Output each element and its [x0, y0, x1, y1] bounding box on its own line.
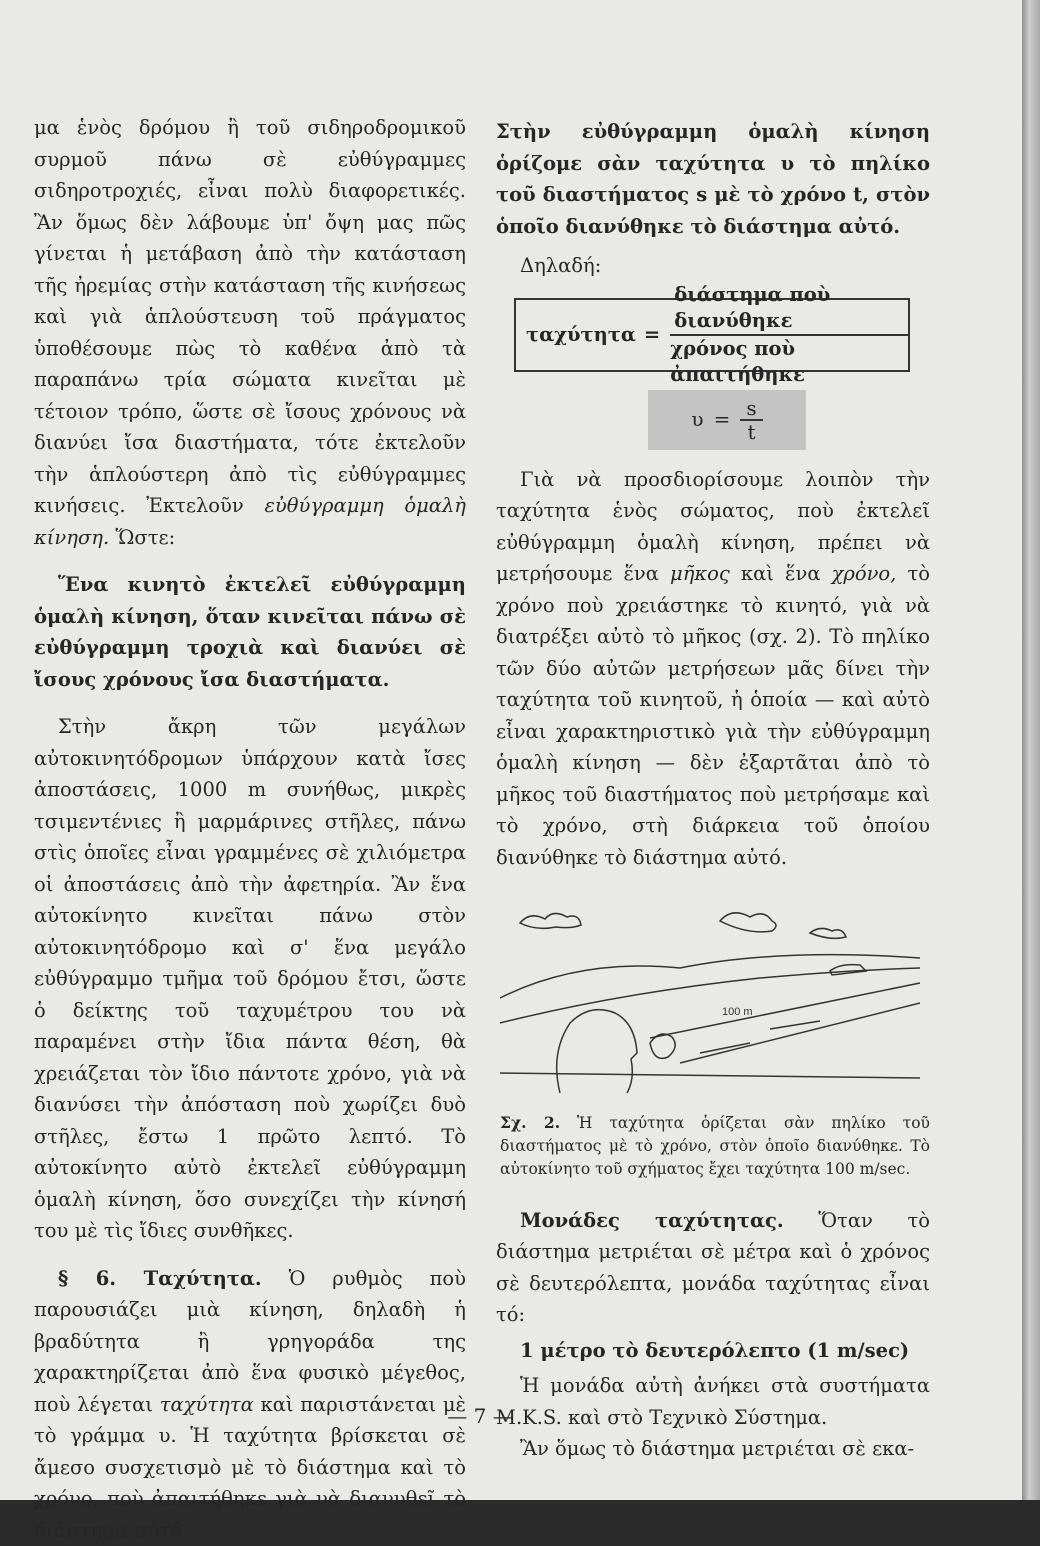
- page-edge-shadow: [1022, 0, 1040, 1500]
- definition-block: Ἕνα κινητὸ ἐκτελεῖ εὐθύγραμμη ὁμαλὴ κίνηση, ὅταν κινεῖται πάνω σὲ εὐθύγραμμη τροχιὰ καὶ διανύει σὲ ἴσους χρόνους ἴσα διαστήματα.: [34, 569, 466, 695]
- units-heading: Μονάδες ταχύτητας.: [520, 1209, 784, 1232]
- paragraph: Γιὰ νὰ προσδιορίσουμε λοιπὸν τὴν ταχύτητα ἑνὸς σώματος, ποὺ ἐκτελεῖ εὐθύγραμμη ὁμαλὴ κίνηση, πρέπει νὰ μετρήσουμε ἕνα μῆκος καὶ ἕνα χρόνο, τὸ χρόνο ποὺ χρειάστηκε τὸ κινητό, γιὰ νὰ διατρέξει αὐτὸ τὸ μῆκος (σχ. 2). Τὸ πηλίκο τῶν δύο αὐτῶν μετρήσεων μᾶς δίνει τὴν ταχύτητα τοῦ κινητοῦ, ἡ ὁποία — καὶ αὐτὸ εἶναι χαρακτηριστικὸ γιὰ τὴν εὐθύγραμμη ὁμαλὴ κίνηση — δὲν ἐξαρτᾶται ἀπὸ τὸ μῆκος τοῦ διαστήματος ποὺ μετρήσαμε καὶ τὸ χρόνο, στὴ διάρκεια τοῦ ὁποίου διανύθηκε τὸ διάστημα αὐτό.: [496, 464, 930, 874]
- units-paragraph: Μονάδες ταχύτητας. Ὅταν τὸ διάστημα μετριέται σὲ μέτρα καὶ ὁ χρόνος σὲ δευτερόλεπτα, μονάδα ταχύτητας εἶναι τό:: [496, 1205, 930, 1331]
- distance-label: 100 m: [722, 1006, 753, 1018]
- figure-2-illustration: [500, 903, 930, 1181]
- word-fraction: $\frac{\text{διάστημα ποὺ διανύθηκε}}{\text{χρόνος ποὺ ἀπαιτήθηκε}}$: [670, 282, 908, 388]
- section-heading: § 6. Ταχύτητα.: [58, 1267, 262, 1290]
- road-edge-line: [650, 983, 920, 1038]
- hand-stopwatch-icon: [650, 1034, 675, 1058]
- page-number: — 7 —: [0, 1404, 960, 1428]
- section-6-paragraph: § 6. Ταχύτητα. Ὁ ρυθμὸς ποὺ παρουσιάζει μιὰ κίνηση, δηλαδὴ ἡ βραδύτητα ἢ γρηγοράδα της χαρακτηρίζεται ἀπὸ ἕνα φυσικὸ μέγεθος, ποὺ λέγεται ταχύτητα καὶ παριστάνεται μὲ τὸ γράμμα υ. Ἡ ταχύτητα βρίσκεται σὲ ἄμεσο συσχετισμὸ μὲ τὸ διάστημα καὶ τὸ χρόνο, ποὺ ἀπαιτήθηκε γιὰ νὰ διανυθεῖ τὸ διάστημα αὐτό.: [34, 1263, 466, 1546]
- word-formula-box: ταχύτητα = $\frac{\text{διάστημα ποὺ διανύθηκε}}{\text{χρόνος ποὺ ἀπαιτήθηκε}}$: [514, 298, 910, 372]
- hill-line: [500, 955, 920, 998]
- cloud-icon: [520, 913, 581, 928]
- paragraph: Ἂν ὅμως τὸ διάστημα μετριέται σὲ εκα-: [496, 1433, 930, 1465]
- road-scene-drawing: [500, 903, 920, 1093]
- cloud-icon: [720, 913, 776, 932]
- right-column: [496, 116, 930, 1465]
- figure-caption: Σχ. 2. Ἡ ταχύτητα ὁρίζεται σὰν πηλίκο τοῦ διαστήματος μὲ τὸ χρόνο, στὸν ὁποῖο διανύθηκε. Τὸ αὐτοκίνητο τοῦ σχήματος ἔχει ταχύτητα 100 m/sec.: [500, 1111, 930, 1181]
- ground-line: [500, 1073, 920, 1078]
- paragraph: Στὴν ἄκρη τῶν μεγάλων αὐτοκινητόδρομων ὑπάρχουν κατὰ ἴσες ἀποστάσεις, 1000 m συνήθως, μικρὲς τσιμεντένιες ἢ μαρμάρινες στῆλες, πάνω στὶς ὁποῖες εἶναι γραμμένες σὲ χιλιόμετρα οἱ ἀποστάσεις ἀπὸ τὴν ἀφετηρία. Ἂν ἕνα αὐτοκίνητο κινεῖται πάνω στὸν αὐτοκινητόδρομο καὶ σ' ἕνα μεγάλο εὐθύγραμμο τμῆμα τοῦ δρόμου ἔτσι, ὥστε ὁ δείκτης τοῦ ταχυμέτρου του νὰ παραμένει στὴν ἴδια πάντα θέση, θὰ χρειάζεται τὸν ἴδιο πάντοτε χρόνο, γιὰ νὰ διανύσει τὴν ἀπόσταση ποὺ χωρίζει δυὸ στῆλες, ἔστω 1 πρῶτο λεπτό. Τὸ αὐτοκίνητο αὐτὸ ἐκτελεῖ εὐθύγραμμη ὁμαλὴ κίνηση, ὅσο συνεχίζει τὴν κίνησή του μὲ τὶς ἴδιες συνθῆκες.: [34, 711, 466, 1247]
- left-column: [34, 112, 466, 1546]
- cloud-icon: [810, 928, 846, 938]
- road-edge-line: [680, 1003, 920, 1063]
- namely-label: Δηλαδή:: [496, 250, 930, 282]
- paragraph: μα ἑνὸς δρόμου ἢ τοῦ σιδηροδρομικοῦ συρμοῦ πάνω σὲ εὐθύγραμμες σιδηροτροχιές, εἶναι πολὺ διαφορετικές. Ἂν ὅμως δὲν λάβουμε ὑπ' ὄψη μας πῶς γίνεται ἡ μετάβαση ἀπὸ τὴν κατάσταση τῆς ἠρεμίας στὴν κατάσταση τῆς κινήσεως καὶ γιὰ ἁπλούστευση τοῦ πράγματος ὑποθέσουμε πὼς τὸ καθένα ἀπὸ τὰ παραπάνω τρία σώματα κινεῖται μὲ τέτοιον τρόπο, ὥστε σὲ ἴσους χρόνους νὰ διανύει ἴσα διαστήματα, τότε ἐκτελοῦν τὴν ἁπλούστερη ἀπὸ τὶς εὐθύγραμμες κινήσεις. Ἐκτελοῦν εὐθύγραμμη ὁμαλὴ κίνηση. Ὥστε:: [34, 112, 466, 553]
- velocity-definition: Στὴν εὐθύγραμμη ὁμαλὴ κίνηση ὁρίζομε σὰν ταχύτητα υ τὸ πηλίκο τοῦ διαστήματος s μὲ τὸ χρόνο t, στὸν ὁποῖο διανύθηκε τὸ διάστημα αὐτό.: [496, 116, 930, 242]
- symbol-formula-box: υ = $\frac{s}{t}$: [648, 390, 806, 450]
- unit-line: 1 μέτρο τὸ δευτερόλεπτο (1 m/sec): [496, 1335, 930, 1367]
- symbol-fraction: $\frac{s}{t}$: [740, 397, 762, 443]
- car-icon: [830, 965, 866, 975]
- distance-marker-line: [770, 1021, 820, 1029]
- paragraph: Ἡ μονάδα αὐτὴ ἀνήκει στὰ συστήματα M.K.S. καὶ στὸ Τεχνικὸ Σύστημα.: [496, 1370, 930, 1433]
- italic-term: εὐθύγραμμη ὁμαλὴ κίνηση.: [34, 494, 466, 549]
- person-head-outline: [557, 1010, 637, 1093]
